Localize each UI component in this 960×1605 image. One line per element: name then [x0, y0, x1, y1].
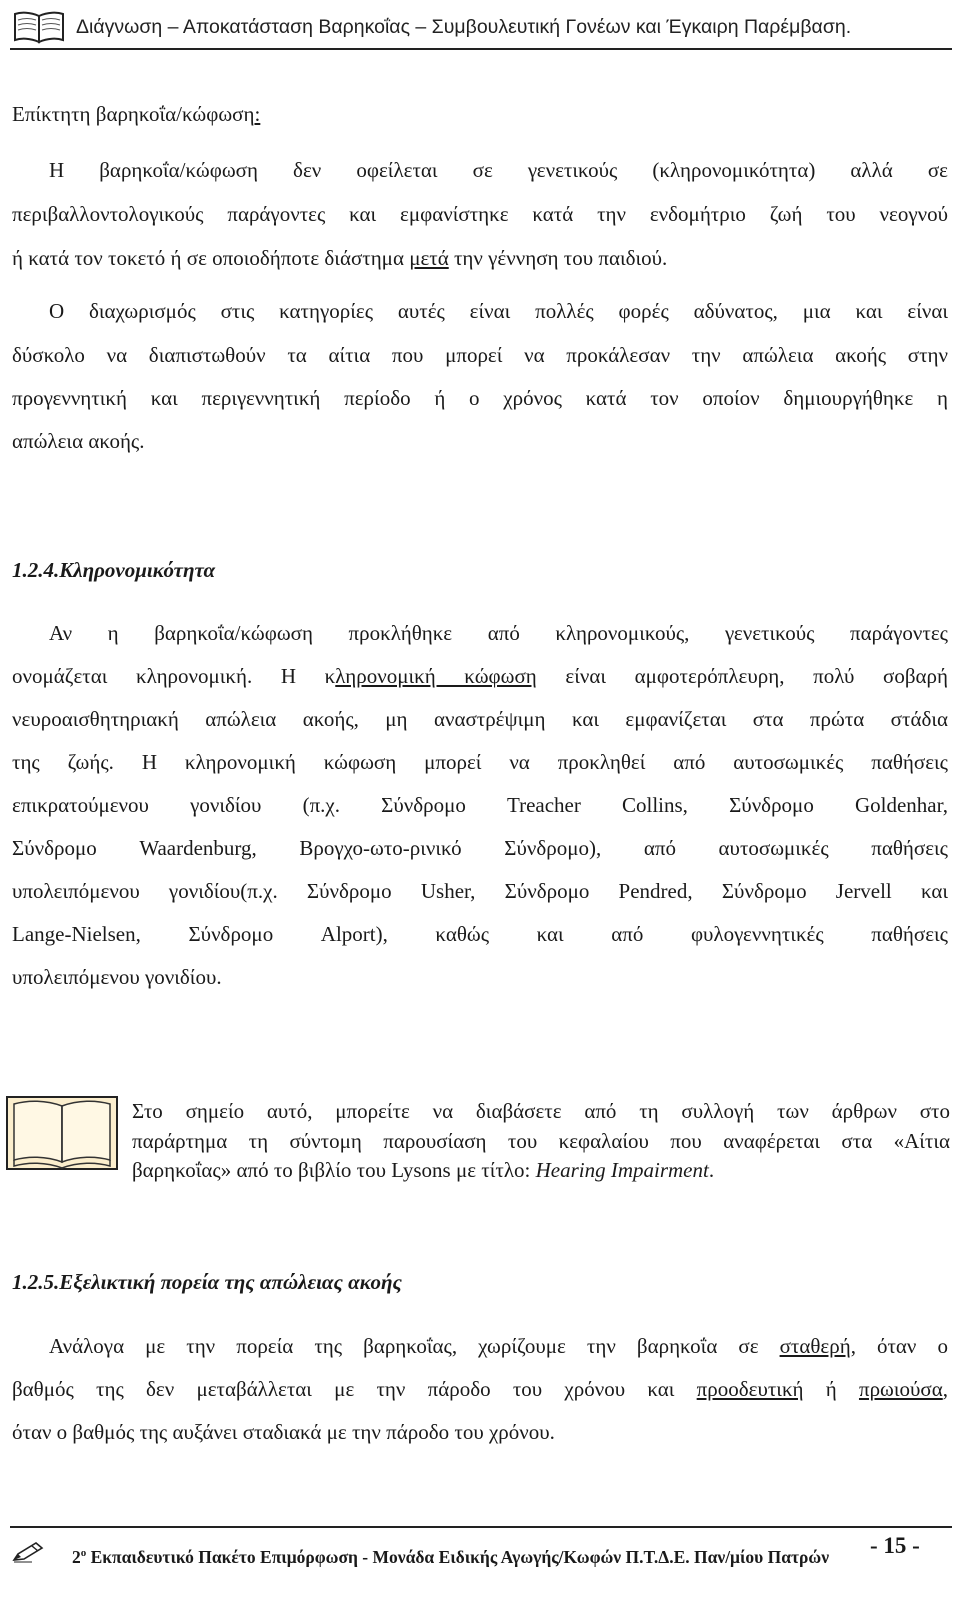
heredity-line-8: Lange-Nielsen, Σύνδρομο Alport), καθώς και από φυλογεννητικές παθήσεις — [12, 922, 948, 946]
footer-title: Εκπαιδευτικό Πακέτο Επιμόρφωση - Μονάδα Ειδικής Αγωγής/Κωφών Π.Τ.Δ.Ε. Παν/μίου Πατρών — [86, 1547, 830, 1567]
text-run: την γέννηση του παιδιού. — [448, 246, 668, 270]
text-run: . — [708, 1158, 715, 1182]
text-run: , — [942, 1377, 948, 1401]
progression-line-2 — [12, 1367, 948, 1411]
footer-text — [72, 1547, 829, 1568]
acquired-p2-line-1: Ο διαχωρισμός στις κατηγορίες αυτές είναι πολλές φορές αδύνατος, μια και είναι — [49, 299, 948, 323]
page-footer — [10, 1532, 952, 1572]
heading-1-2-5: 1.2.5.Εξελικτική πορεία της απώλειας ακοής — [12, 1270, 402, 1294]
page-header — [10, 10, 952, 50]
pen-icon — [12, 1540, 46, 1564]
progression-line-1 — [12, 1324, 948, 1368]
acquired-p2-line-3: προγεννητική και περιγεννητική περίοδο ή ο χρόνος κατά τον οποίον δημιουργήθηκε η — [12, 386, 948, 410]
text-run: βαθμός της δεν μεταβάλλεται με την πάροδο του χρόνου και — [12, 1377, 697, 1401]
text-run: Ανάλογα με την πορεία της βαρηκοΐας, χωρίζουμε την βαρηκοΐα σε — [49, 1334, 780, 1358]
text-run: ή — [803, 1377, 859, 1401]
heredity-line-4: της ζωής. Η κληρονομική κώφωση μπορεί να προκληθεί από αυτοσωμικές παθήσεις — [12, 750, 948, 774]
progression-line-3: όταν ο βαθμός της αυξάνει σταδιακά με την πάροδο του χρόνου. — [12, 1420, 555, 1444]
section-title-acquired — [12, 92, 948, 136]
text-run: είναι αμφοτερόπλευρη, πολύ σοβαρή — [536, 664, 948, 688]
book-icon — [12, 10, 66, 44]
header-title: Διάγνωση – Αποκατάσταση Βαρηκοΐας – Συμβουλευτική Γονέων και Έγκαιρη Παρέμβαση. — [76, 16, 852, 38]
open-book-icon — [6, 1096, 118, 1170]
underlined-text: μετά — [409, 246, 449, 270]
note-line-1: Στο σημείο αυτό, μπορείτε να διαβάσετε από τη συλλογή των άρθρων στο — [132, 1099, 950, 1123]
underlined-text: πρωιούσα — [858, 1377, 943, 1401]
acquired-p2-line-2: δύσκολο να διαπιστωθούν τα αίτια που μπορεί να προκάλεσαν την απώλεια ακοής στην — [12, 343, 948, 367]
text-run: , όταν ο — [850, 1334, 948, 1358]
heading-1-2-4: 1.2.4.Κληρονομικότητα — [12, 558, 216, 582]
acquired-p2-line-4: απώλεια ακοής. — [12, 429, 145, 453]
acquired-p1-line-1: Η βαρηκοΐα/κώφωση δεν οφείλεται σε γενετικούς (κληρονομικότητα) αλλά σε — [49, 158, 948, 182]
edition-number: 2 — [72, 1547, 81, 1567]
edition-ordinal: ο — [80, 1547, 87, 1560]
text-run: βαρηκοΐας» από το βιβλίο του Lysons με τίτλο: — [132, 1158, 536, 1182]
note-line-2: παράρτημα τη σύντομη παρουσίαση του κεφαλαίου που αναφέρεται στα «Αίτια — [132, 1128, 950, 1153]
heredity-line-3: νευροαισθητηριακή απώλεια ακοής, μη αναστρέψιμη και εμφανίζεται στα πρώτα στάδια — [12, 707, 948, 731]
text-run: ή κατά τον τοκετό ή σε οποιοδήποτε διάστημα — [12, 246, 410, 270]
heredity-line-6: Σύνδρομο Waardenburg, Βρογχο-ωτο-ρινικό Σύνδρομο), από αυτοσωμικές παθήσεις — [12, 836, 948, 860]
heredity-line-7: υπολειπόμενου γονιδίου(π.χ. Σύνδρομο Usher, Σύνδρομο Pendred, Σύνδρομο Jervell και — [12, 879, 948, 903]
heredity-line-9: υπολειπόμενου γονιδίου. — [12, 965, 222, 989]
book-title: Hearing Impairment — [535, 1158, 709, 1182]
underlined-text: ληρονομική κώφωση — [335, 664, 537, 688]
text-run: ονομάζεται κληρονομική. Η κ — [12, 664, 336, 688]
underlined-text: προοδευτική — [696, 1377, 804, 1401]
footer-divider — [10, 1526, 952, 1528]
note-text — [132, 1097, 950, 1186]
page-number: - 15 - — [870, 1533, 920, 1558]
heredity-line-2 — [12, 654, 948, 698]
heredity-line-1: Αν η βαρηκοΐα/κώφωση προκλήθηκε από κληρονομικούς, γενετικούς παράγοντες — [49, 621, 948, 645]
section-title-colon: : — [254, 102, 261, 126]
acquired-p1-line-3 — [12, 236, 948, 280]
acquired-p1-line-2: περιβαλλοντολογικούς παράγοντες και εμφανίστηκε κατά την ενδομήτριο ζωή του νεογνού — [12, 202, 948, 226]
note-line-3 — [132, 1156, 950, 1186]
heredity-line-5: επικρατούμενου γονιδίου (π.χ. Σύνδρομο Treacher Collins, Σύνδρομο Goldenhar, — [12, 793, 948, 817]
underlined-text: σταθερή — [779, 1334, 851, 1358]
section-title-text: Επίκτητη βαρηκοΐα/κώφωση — [12, 102, 255, 126]
